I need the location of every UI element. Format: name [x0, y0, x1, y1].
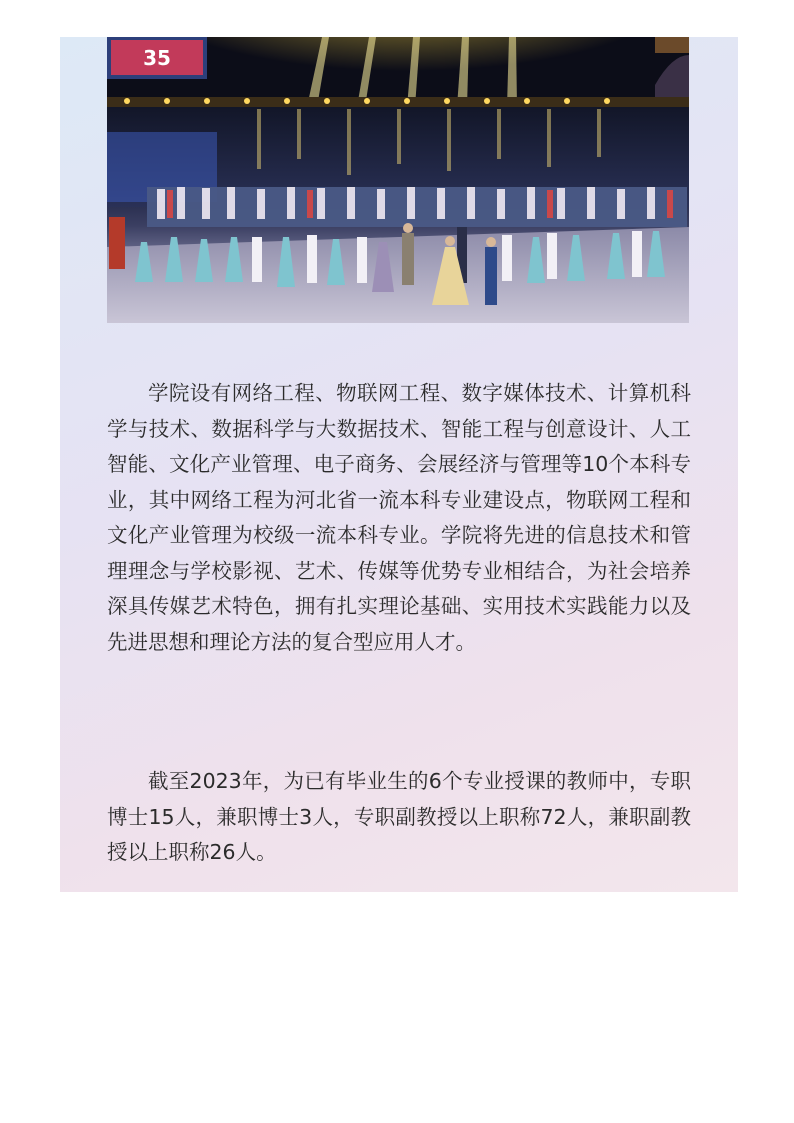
stage-performance-photo	[107, 37, 689, 323]
stage-photo-illustration	[107, 37, 689, 323]
screen-badge-text: 35	[143, 46, 171, 70]
faculty-paragraph: 截至2023年，为已有毕业生的6个专业授课的教师中，专职博士15人，兼职博士3人，专职副教授以上职称72人，兼职副教授以上职称26人。	[107, 769, 691, 864]
intro-paragraph: 学院设有网络工程、物联网工程、数字媒体技术、计算机科学与技术、数据科学与大数据技术、智能工程与创意设计、人工智能、文化产业管理、电子商务、会展经济与管理等10个本科专业，其中网络工程为河北省一流本科专业建设点，物联网工程和文化产业管理为校级一流本科专业。学院将先进的信息技术和管理理念与学校影视、艺术、传媒等优势专业相结合，为社会培养深具传媒艺术特色，拥有扎实理论基础、实用技术实践能力以及先进思想和理论方法的复合型应用人才。	[107, 381, 691, 654]
content-panel	[60, 37, 738, 892]
stage-screen	[107, 37, 207, 79]
